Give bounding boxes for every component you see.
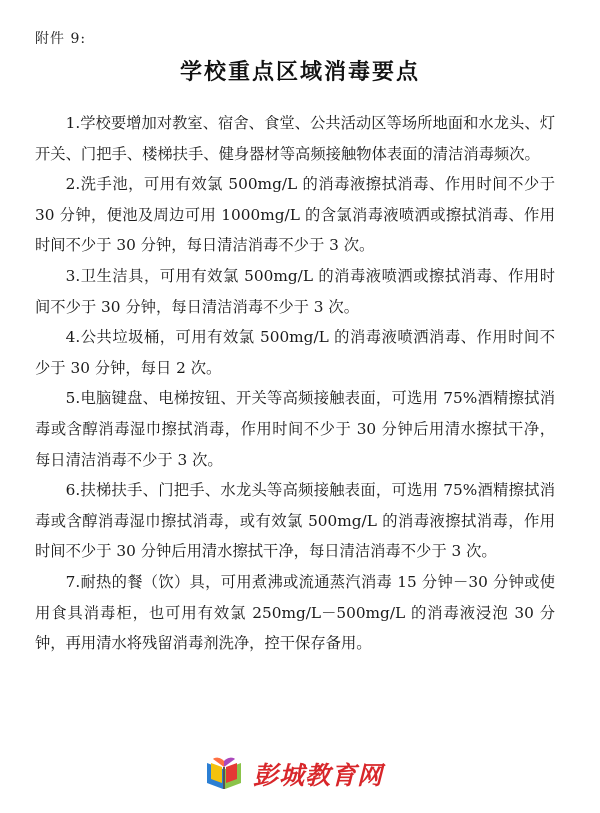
paragraph-4: 4.公共垃圾桶，可用有效氯 500mg/L 的消毒液喷洒消毒、作用时间不少于 30 分钟，每日 2 次。: [35, 328, 555, 377]
paragraph-5: 5.电脑键盘、电梯按钮、开关等高频接触表面，可选用 75%酒精擦拭消毒或含醇消毒湿巾擦拭消毒，作用时间不少于 30 分钟后用清水擦拭干净， 每日清洁消毒不少于 3 次。: [35, 389, 555, 469]
watermark-text: 彭城教育网: [253, 761, 384, 790]
page-title: 学校重点区域消毒要点: [179, 60, 420, 85]
paragraph-7: 7.耐热的餐（饮）具，可用煮沸或流通蒸汽消毒 15 分钟－30 分钟或使用食具消毒柜，也可用有效氯 250mg/L－500mg/L 的消毒液浸泡 30 分钟，再用清水将残留消毒剂洗净，控干保存备用。: [35, 572, 555, 653]
attachment-label: 附件 9:: [35, 31, 87, 47]
paragraph-6: 6.扶梯扶手、门把手、水龙头等高频接触表面，可选用 75%酒精擦拭消毒或含醇消毒湿巾擦拭消毒，或有效氯 500mg/L 的消毒液擦拭消毒，作用时间不少于 30 分钟后用清水擦拭干净，每日清洁消毒不少于 3 次。: [35, 481, 555, 561]
book-logo-icon: [203, 753, 245, 795]
watermark: [203, 752, 413, 796]
paragraph-2: 2.洗手池，可用有效氯 500mg/L 的消毒液擦拭消毒、作用时间不少于 30 分钟，便池及周边可用 1000mg/L 的含氯消毒液喷洒或擦拭消毒、作用时间不少于 30 分钟，每日清洁消毒不少于 3 次。: [35, 175, 555, 255]
paragraph-3: 3.卫生洁具，可用有效氯 500mg/L 的消毒液喷洒或擦拭消毒、作用时间不少于 30 分钟，每日清洁消毒不少于 3 次。: [35, 266, 555, 316]
paragraph-1: 1.学校要增加对教室、宿舍、食堂、公共活动区等场所地面和水龙头、灯开关、门把手、楼梯扶手、健身器材等高频接触物体表面的清洁消毒频次。: [35, 114, 555, 163]
document-body: [35, 108, 555, 659]
